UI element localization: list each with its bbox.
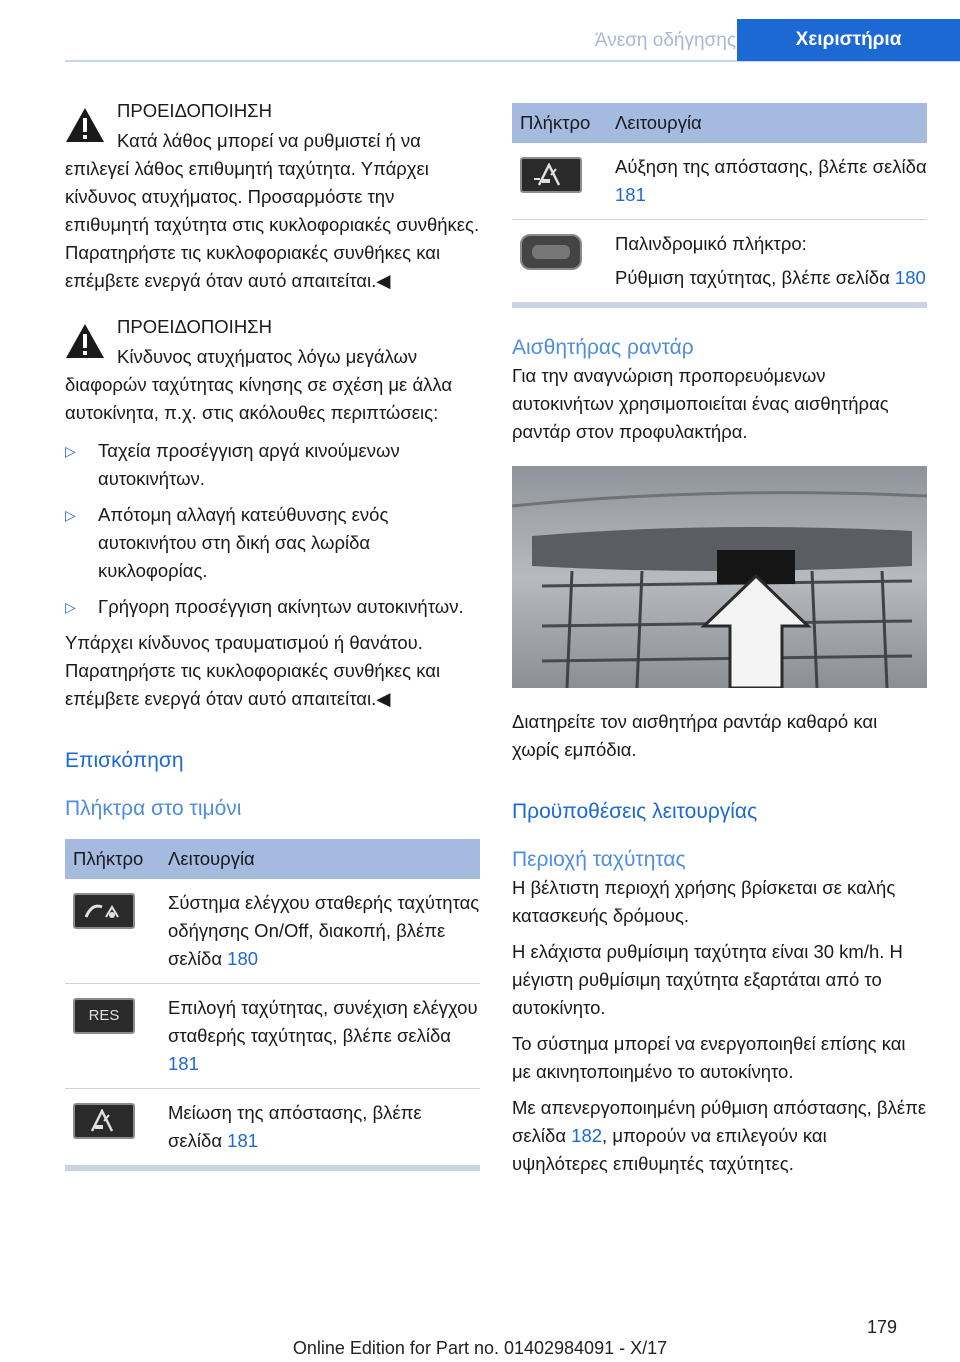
paragraph: Η ελάχιστα ρυθμίσιμη ταχύτητα είναι 30 km/h. Η μέγιστη ρυθμίσιμη ταχύτητα εξαρτάται από το αυτοκίνητο. xyxy=(512,941,903,1018)
table-row xyxy=(512,143,927,220)
page-link[interactable]: 182 xyxy=(571,1125,603,1146)
speed-heading: Περιοχή ταχύτητας xyxy=(512,848,686,871)
table-row xyxy=(65,879,480,984)
table-end-rule xyxy=(512,303,927,308)
warning-triangle-icon xyxy=(65,107,105,143)
radar-caption: Διατηρείτε τον αισθητήρα ραντάρ καθαρό και χωρίς εμπόδια. xyxy=(512,711,878,760)
steering-buttons-table-continued xyxy=(512,103,927,303)
footer-edition: Online Edition for Part no. 01402984091 - X/17 xyxy=(292,1338,668,1358)
table-header-row xyxy=(65,839,480,879)
list-item: ▷ Γρήγορη προσέγγιση ακίνητων αυτοκινήτων. xyxy=(65,593,480,621)
right-column xyxy=(512,103,927,1178)
warning-block-2 xyxy=(65,313,480,713)
table-end-rule xyxy=(65,1166,480,1171)
rocker-switch-icon xyxy=(520,234,582,270)
radar-heading: Αισθητήρας ραντάρ xyxy=(512,336,694,359)
list-item: ▷ Ταχεία προσέγγιση αργά κινούμενων αυτοκινήτων. xyxy=(65,437,480,493)
row-text: Παλινδρομικό πλήκτρο: xyxy=(615,233,807,254)
row-text: Μείωση της απόστασης, βλέπε σελίδα xyxy=(168,1102,422,1151)
row-text: Ρύθμιση ταχύτητας, βλέπε σελίδα xyxy=(615,267,895,288)
table-row xyxy=(65,984,480,1089)
overview-heading: Επισκόπηση xyxy=(65,749,184,772)
radar-text: Για την αναγνώριση προπορευόμενων αυτοκινήτων χρησιμοποιείται ένας αισθητήρας ραντάρ στον προφυλακτήρα. xyxy=(512,365,889,442)
header-chapter-tab: Χειριστήρια xyxy=(737,19,960,61)
page-number: 179 xyxy=(867,1317,898,1337)
list-item: ▷ Απότομη αλλαγή κατεύθυνσης ενός αυτοκινήτου στη δική σας λωρίδα κυκλοφορίας. xyxy=(65,501,480,585)
conditions-heading: Προϋποθέσεις λειτουργίας xyxy=(512,800,758,823)
table-row xyxy=(65,1089,480,1166)
left-column xyxy=(65,97,480,1171)
distance-decrease-icon xyxy=(73,1103,135,1139)
row-text: Αύξηση της απόστασης, βλέπε σελίδα xyxy=(615,156,927,177)
page-link[interactable]: 181 xyxy=(615,184,646,205)
page-link[interactable]: 180 xyxy=(894,267,926,288)
warning-title: ΠΡΟΕΙΔΟΠΟΙΗΣΗ xyxy=(117,316,272,337)
header-section: Άνεση οδήγησης xyxy=(594,30,736,51)
paragraph: Με απενεργοποιημένη ρύθμιση απόστασης, βλέπε σελίδα 182, μπορούν να επιλεγούν και υψηλότερες επιθυμητές ταχύτητες. xyxy=(512,1097,927,1174)
table-header-key: Πλήκτρο xyxy=(512,103,615,143)
buttons-heading: Πλήκτρα στο τιμόνι xyxy=(65,797,242,820)
page-link[interactable]: 181 xyxy=(227,1130,259,1151)
table-header-key: Πλήκτρο xyxy=(65,839,168,879)
warning-text: Κατά λάθος μπορεί να ρυθμιστεί ή να επιλεγεί λάθος επιθυμητή ταχύτητα. Υπάρχει κίνδυνος ατυχήματος. Προσαρμόστε την επιθυμητή ταχύτητα στις κυκλοφοριακές συνθήκες. Παρατηρήστε τις κυκλοφοριακές συνθήκες και επέμβετε ενεργά όταν αυτό απαιτείται.◀ xyxy=(65,130,480,291)
distance-increase-icon xyxy=(520,157,582,193)
table-header-function: Λειτουργία xyxy=(168,839,480,879)
table-row xyxy=(512,220,927,303)
paragraph: Το σύστημα μπορεί να ενεργοποιηθεί επίσης και με ακινητοποιημένο το αυτοκίνητο. xyxy=(512,1033,906,1082)
page-link[interactable]: 181 xyxy=(168,1053,199,1074)
res-key-icon: RES xyxy=(73,998,135,1034)
paragraph: Η βέλτιστη περιοχή χρήσης βρίσκεται σε καλής κατασκευής δρόμους. xyxy=(512,877,896,926)
table-header-function: Λειτουργία xyxy=(615,103,927,143)
page-link[interactable]: 180 xyxy=(227,948,259,969)
radar-sensor-photo xyxy=(512,466,927,688)
table-header-row xyxy=(512,103,927,143)
warning-triangle-icon xyxy=(65,323,105,359)
warning-after-text: Υπάρχει κίνδυνος τραυματισμού ή θανάτου. Παρατηρήστε τις κυκλοφοριακές συνθήκες και επέμβετε ενεργά όταν αυτό απαιτείται.◀ xyxy=(65,632,441,709)
row-text: Σύστημα ελέγχου σταθερής ταχύτητας οδήγησης On/Off, διακοπή, βλέπε σελίδα xyxy=(168,892,480,969)
steering-buttons-table xyxy=(65,839,480,1166)
row-text: Επιλογή ταχύτητας, συνέχιση ελέγχου σταθερής ταχύτητας, βλέπε σελίδα xyxy=(168,997,478,1046)
warning-title: ΠΡΟΕΙΔΟΠΟΙΗΣΗ xyxy=(117,100,272,121)
warning-list xyxy=(65,437,480,621)
cruise-control-icon xyxy=(73,893,135,929)
warning-block-1 xyxy=(65,97,480,295)
warning-text: Κίνδυνος ατυχήματος λόγω μεγάλων διαφορών ταχύτητας κίνησης σε σχέση με άλλα αυτοκίνητα, π.χ. στις ακόλουθες περιπτώσεις: xyxy=(65,346,453,423)
